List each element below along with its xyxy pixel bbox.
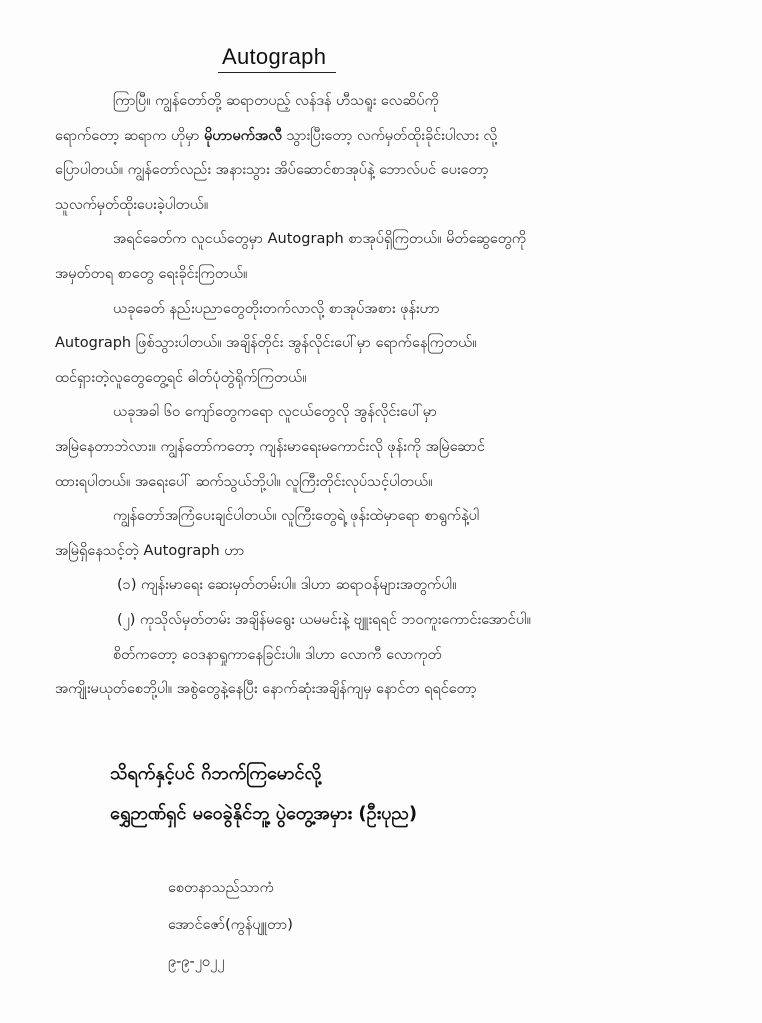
paragraph-line: ထားရပါတယ်။ အရေးပေါ် ဆက်သွယ်ဘို့ပါ။ လူကြီးတိုင်းလုပ်သင့်ပါတယ်။ <box>55 473 433 490</box>
paragraph-line: ပြောပါတယ်။ ကျွန်တော်လည်း အနားသွား အိပ်ဆောင်စာအုပ်နဲ့ ဘောလ်ပင် ပေးတော့ <box>55 162 489 179</box>
list-item: (၂) ကုသိုလ်မှတ်တမ်း အချိန်မရွေး ယမမင်းနဲ့ ဗျူးရရင် ဘဝကူးကောင်းအောင်ပါ။ <box>117 611 531 628</box>
paragraph-line: အမြဲရှိနေသင့်တဲ့ Autograph ဟာ <box>55 542 245 559</box>
document-title: Autograph <box>222 44 327 69</box>
signature-block <box>168 870 568 981</box>
paragraph-line: ယခုခေတ် နည်းပညာတွေတိုးတက်လာလို့ စာအုပ်အစား ဖုန်းဟာ <box>113 300 440 317</box>
text-run: သွားပြီးတော့ လက်မှတ်ထိုးခိုင်းပါလား လို့ <box>281 127 498 144</box>
list-item: (၁) ကျန်းမာရေး ဆေးမှတ်တမ်းပါ။ ဒါဟာ ဆရာဝန်များအတွက်ပါ။ <box>117 577 457 594</box>
paragraph-line: Autograph ဖြစ်သွားပါတယ်။ အချိန်တိုင်း အွန်လိုင်းပေါ်မှာ ရောက်နေကြတယ်။ <box>55 335 477 352</box>
paragraph-line: အမြဲနေတာဘဲလား။ ကျွန်တော်ကတော့ ကျန်းမာရေးမကောင်းလို ဖုန်းကို အမြဲဆောင် <box>55 438 486 455</box>
paragraph-line: ကြာပြီ။ ကျွန်တော်တို့ ဆရာတပည့် လန်ဒန် ဟီသရူး လေဆိပ်ကို <box>113 93 439 109</box>
poem-line: သိရက်နှင့်ပင် ဂိဘက်ကြမောင်လို့ <box>110 763 322 784</box>
paragraph-line: အမှတ်တရ စာတွေ ရေးခိုင်းကြတယ်။ <box>55 265 248 282</box>
paragraph-line <box>55 119 705 154</box>
paragraph-line: ကျွန်တော်အကြံပေးချင်ပါတယ်။ လူကြီးတွေရဲ့ ဖုန်းထဲမှာရော စာရွက်နဲ့ပါ <box>113 508 480 525</box>
signature-motto: စေတနာသည်သာကံ <box>168 880 274 896</box>
paragraph-line: ထင်ရှားတဲ့လူတွေတွေ့ရင် ဓါတ်ပုံတွဲရိုက်ကြတယ်။ <box>55 369 307 386</box>
paragraph-line: စိတ်ကတော့ ဝေဒနာရှုကာနေခြင်းပါ။ ဒါဟာ လောကီ လောကုတ် <box>113 646 442 663</box>
paragraph-line: အရင်ခေတ်က လူငယ်တွေမှာ Autograph စာအုပ်ရှိကြတယ်။ မိတ်ဆွေတွေကို <box>113 231 527 248</box>
signature-date: ၉-၉-၂၀၂၂ <box>168 954 225 970</box>
paragraph-line: သူလက်မှတ်ထိုးပေးခဲ့ပါတယ်။ <box>55 196 209 213</box>
paragraph-line: အကျိုးမယုတ်စေဘို့ပါ။ အစွဲတွေနဲ့နေပြီး နောက်ဆုံးအချိန်ကျမှ နောင်တ ရရင်တော့ <box>55 681 477 698</box>
bold-name: မိုဟာမက်အလီ <box>204 127 282 144</box>
paragraph-line: ယခုအခါ ၆၀ ကျော်တွေကရော လူငယ်တွေလို အွန်လိုင်းပေါ်မှာ <box>113 404 437 421</box>
title-underline <box>218 72 336 73</box>
document-body <box>55 84 705 707</box>
poem-line: ရွှေဉာဏ်ရှင် မဝေခွဲနိုင်ဘူ့ ပွဲတွေ့အမှား (ဦးပုည) <box>110 803 418 824</box>
signature-author: အောင်ဇော်(ကွန်ပျူတာ) <box>168 917 293 933</box>
poem-quote <box>110 754 710 834</box>
text-run: ရောက်တော့ ဆရာက ဟိုမှာ <box>55 127 205 144</box>
